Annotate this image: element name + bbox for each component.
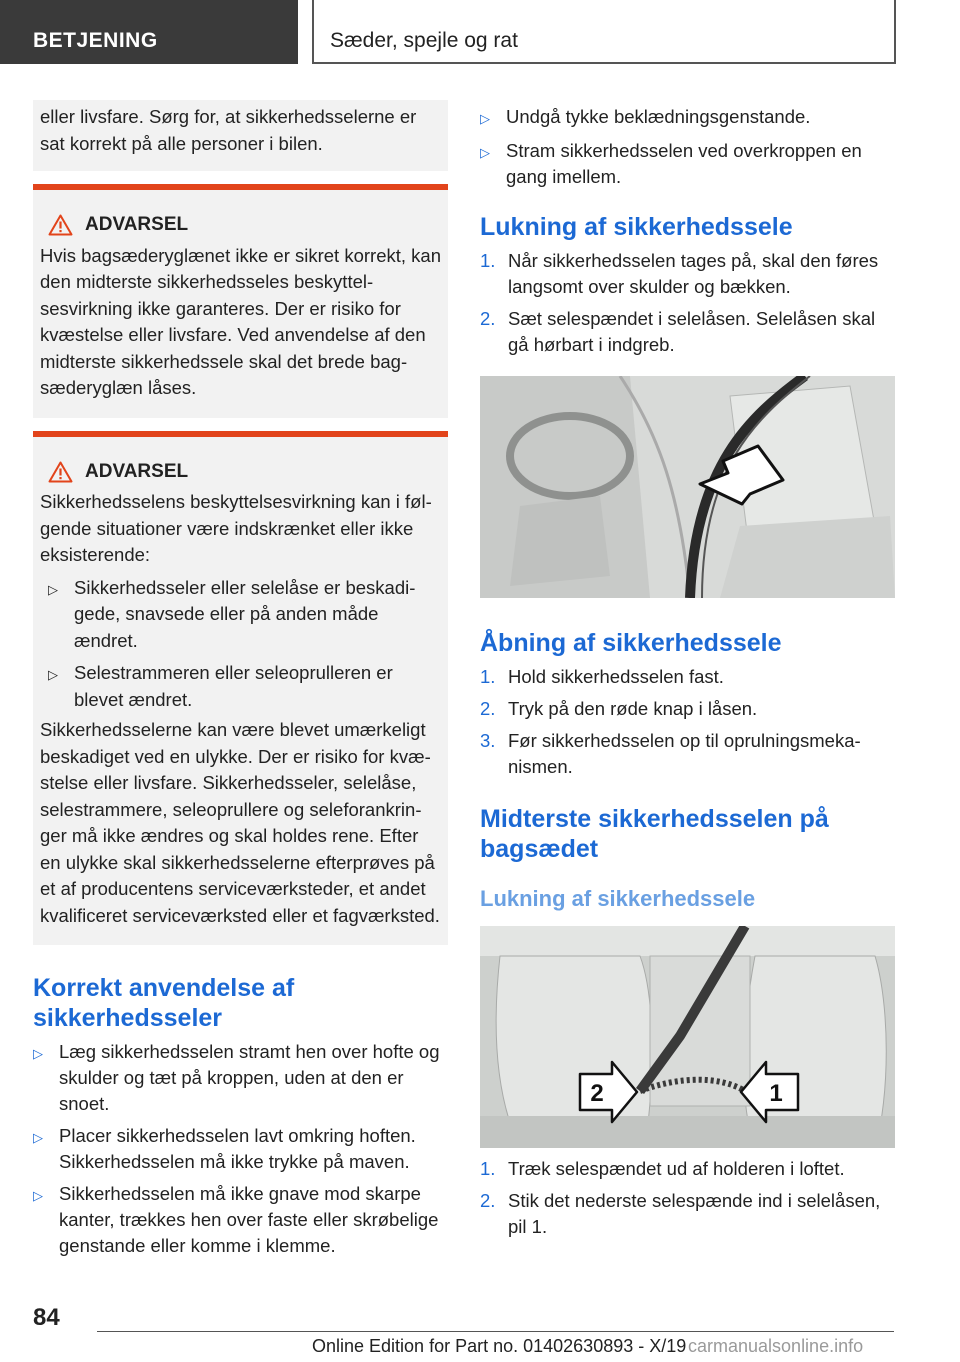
step-number: 3. [480, 730, 496, 751]
clothing-list [480, 104, 895, 190]
bullet-text: Selestrammeren eller seleoprulleren er blevet ændret. [74, 662, 393, 710]
bullet-triangle-icon: ▷ [480, 145, 490, 160]
list-item [33, 1039, 448, 1117]
list-item [480, 138, 895, 190]
intro-box [33, 100, 448, 171]
watermark: carmanualsonline.info [688, 1336, 864, 1356]
right-column [480, 100, 895, 1240]
step-number: 2. [480, 698, 496, 719]
footer-divider [97, 1331, 894, 1332]
figure-label-1: 1 [769, 1080, 783, 1107]
warning-title: ADVARSEL [85, 214, 189, 235]
step-text: Sæt selespændet i selelåsen. Selelåsen skal gå hørbart i indgreb. [508, 308, 876, 355]
step-text: Træk selespændet ud af holderen i loftet. [508, 1158, 845, 1179]
bullet-text: Sikkerhedsselen må ikke gnave mod skarpe kanter, trækkes hen over faste eller skrøbelige genstande eller komme i klemme. [59, 1183, 439, 1256]
step-text: Hold sikkerhedsselen fast. [508, 666, 724, 687]
chapter-header [312, 0, 896, 64]
closing-heading: Lukning af sikkerhedssele [480, 213, 793, 241]
bullet-triangle-icon: ▷ [33, 1046, 43, 1061]
step-number: 1. [480, 250, 496, 271]
list-item [480, 248, 895, 300]
opening-steps [480, 664, 895, 780]
bullet-triangle-icon: ▷ [480, 111, 490, 126]
warning-triangle-icon [48, 461, 73, 483]
list-item [33, 1123, 448, 1175]
warning-heading [40, 459, 441, 486]
list-item [40, 575, 441, 655]
list-item [480, 664, 895, 690]
figure-label-2: 2 [590, 1080, 604, 1107]
step-number: 1. [480, 1158, 496, 1179]
bullet-triangle-icon: ▷ [33, 1130, 43, 1145]
bullet-text: Undgå tykke beklædningsgenstande. [506, 106, 811, 127]
warning-triangle-icon [48, 214, 73, 236]
bullet-triangle-icon: ▷ [48, 667, 58, 682]
rear-seatbelt-figure [480, 926, 895, 1148]
step-text: Når sikkerhedsselen tages på, skal den føres langsomt over skulder og bækken. [508, 250, 879, 297]
list-item [480, 306, 895, 358]
middle-belt-heading: Midterste sikkerhedsselen på bagsædet [480, 805, 829, 863]
list-item [480, 696, 895, 722]
step-number: 2. [480, 308, 496, 329]
seatbelt-buckle-figure [480, 376, 895, 598]
bullet-text: Sikkerhedsseler eller selelåse er beskadigede, snavsede eller på anden måde ændret. [74, 576, 416, 651]
section-title: BETJENING [33, 29, 158, 52]
step-text: Stik det nederste selespænde ind i selelåsen, pil 1. [508, 1190, 881, 1237]
list-item [40, 660, 441, 713]
warning-heading [40, 212, 441, 239]
warning-title: ADVARSEL [85, 460, 189, 482]
left-column [33, 100, 448, 1259]
step-text: Tryk på den røde knap i låsen. [508, 698, 758, 719]
warning-intro: Sikkerhedsselens beskyttelsesvirkning kan i følgende situationer være indskrænket eller ikke eksisterende: [40, 491, 432, 565]
bullet-text: Placer sikkerhedsselen lavt omkring hoften. Sikkerhedsselen må ikke trykke på maven. [59, 1125, 416, 1172]
page-number: 84 [33, 1304, 60, 1331]
edition-text: Online Edition for Part no. 01402630893 - X/19 [312, 1336, 687, 1356]
section-tab [0, 0, 298, 64]
list-item [480, 104, 895, 132]
bullet-text: Stram sikkerhedsselen ved overkroppen en gang imellem. [506, 140, 862, 187]
warning-box-2 [33, 431, 448, 946]
middle-belt-subheading: Lukning af sikkerhedssele [480, 886, 756, 911]
middle-belt-steps [480, 1156, 895, 1240]
step-number: 2. [480, 1190, 496, 1211]
bullet-triangle-icon: ▷ [48, 581, 58, 597]
closing-steps [480, 248, 895, 358]
list-item [480, 728, 895, 780]
correct-use-list [33, 1039, 448, 1259]
bullet-text: Læg sikkerhedsselen stramt hen over hofte og skulder og tæt på kroppen, uden at den er snoet. [59, 1041, 440, 1114]
chapter-title: Sæder, spejle og rat [330, 29, 518, 52]
warning-text: Hvis bagsæderyglænet ikke er sikret korrekt, kan den midterste sikkerhedsseles beskyttelsesvirkning ikke garanteres. Der er risiko for kvæstelse eller livsfare. Ved anvendelse af den midterste sikkerhedssele skal det brede bagsæderyglæn låses. [40, 244, 441, 398]
step-number: 1. [480, 666, 496, 687]
list-item [33, 1181, 448, 1259]
intro-text: eller livsfare. Sørg for, at sikkerhedsselerne er sat korrekt på alle personer i bilen. [40, 106, 417, 154]
list-item [480, 1156, 895, 1182]
bullet-triangle-icon: ▷ [33, 1188, 43, 1203]
correct-use-heading: Korrekt anvendelse af sikkerhedsseler [33, 974, 295, 1032]
warning-box-1 [33, 184, 448, 418]
step-text: Før sikkerhedsselen op til oprulningsmekanismen. [508, 730, 861, 777]
list-item [480, 1188, 895, 1240]
opening-heading: Åbning af sikkerhedssele [480, 629, 782, 657]
warning-outro: Sikkerhedsselerne kan være blevet umærkeligt beskadiget ved en ulykke. Der er risiko for kvæstelse eller livsfare. Sikkerhedsseler, selelåse, selestrammere, seleoprullere og seleforankringer må ikke ændres og skal holdes rene. Efter en ulykke skal sikkerhedsselerne efterprøves på et af producentens serviceværksteder, et andet kvalificeret serviceværksted eller et fagværksted. [40, 719, 440, 926]
